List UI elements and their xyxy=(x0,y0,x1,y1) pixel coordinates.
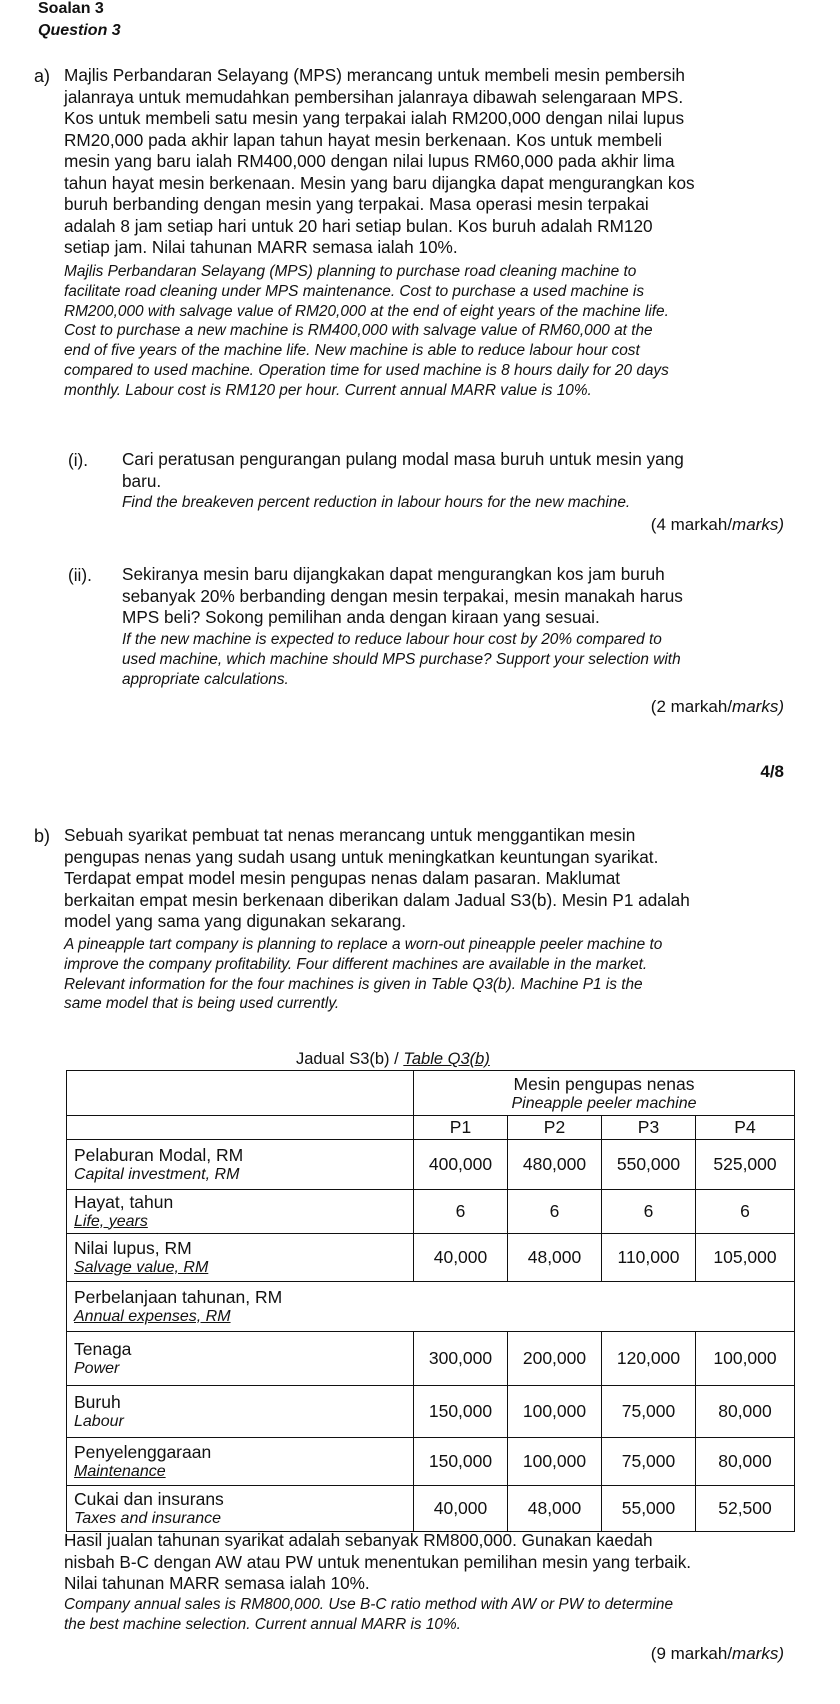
table-cell: 6 xyxy=(508,1190,602,1234)
table-cell: 80,000 xyxy=(696,1386,795,1438)
part-b-instruction-en: Company annual sales is RM800,000. Use B-C ratio method with AW or PW to determine the best machine selection. Current annual MARR is 10%. xyxy=(64,1596,674,1633)
part-a-label: a) xyxy=(34,66,51,86)
table-column-header-row xyxy=(67,1116,795,1140)
sub-ii-text-ms: Sekiranya mesin baru dijangkakan dapat mengurangkan kos jam buruh sebanyak 20% berbanding dengan mesin terpakai, mesin manakah harus MPS beli? Sokong pemilihan anda dengan kiraan yang sesuai. xyxy=(122,564,683,627)
question-title-ms: Soalan 3 xyxy=(38,0,104,17)
row-label: Penyelenggaraan Maintenance xyxy=(67,1438,414,1486)
table-title: Jadual S3(b) / Table Q3(b) xyxy=(296,1050,490,1068)
table-cell: 80,000 xyxy=(696,1438,795,1486)
row-label: Tenaga Power xyxy=(67,1332,414,1386)
table-cell: 48,000 xyxy=(508,1486,602,1532)
table-cell: 48,000 xyxy=(508,1234,602,1282)
table-cell: 550,000 xyxy=(602,1140,696,1190)
part-b-instruction-ms: Hasil jualan tahunan syarikat adalah sebanyak RM800,000. Gunakan kaedah nisbah B-C dengan AW atau PW untuk menentukan pemilihan mesin yang terbaik. Nilai tahunan MARR semasa ialah 10%. xyxy=(64,1530,692,1593)
table-cell: 400,000 xyxy=(414,1140,508,1190)
table-cell: 55,000 xyxy=(602,1486,696,1532)
table-cell: 6 xyxy=(696,1190,795,1234)
table-cell: 100,000 xyxy=(696,1332,795,1386)
table-cell: 105,000 xyxy=(696,1234,795,1282)
table-cell: 110,000 xyxy=(602,1234,696,1282)
machine-table xyxy=(66,1070,795,1532)
table-row xyxy=(67,1234,795,1282)
table-cell: 100,000 xyxy=(508,1438,602,1486)
sub-i-text-ms: Cari peratusan pengurangan pulang modal masa buruh untuk mesin yang baru. xyxy=(122,449,684,491)
table-section-row xyxy=(67,1282,795,1332)
table-row xyxy=(67,1386,795,1438)
table-cell: 200,000 xyxy=(508,1332,602,1386)
sub-ii-text-en: If the new machine is expected to reduce labour hour cost by 20% compared to used machine, which machine should MPS purchase? Support your selection with appropriate calculations. xyxy=(122,631,681,688)
row-label: Hayat, tahun Life, years xyxy=(67,1190,414,1234)
part-a-text-ms: Majlis Perbandaran Selayang (MPS) merancang untuk membeli mesin pembersih jalanraya untuk memudahkan pembersihan jalanraya dibawah selengaraan MPS. Kos untuk membeli satu mesin yang terpakai ialah RM200,000 dengan nilai lupus RM20,000 pada akhir lapan tahun hayat mesin berkenaan. Kos untuk membeli mesin yang baru ialah RM400,000 dengan nilai lupus RM60,000 pada akhir lima tahun hayat mesin berkenaan. Mesin yang baru dijangka dapat mengurangkan kos buruh berbanding dengan mesin yang terpakai. Masa operasi mesin terpakai adalah 8 jam setiap hari untuk 20 hari setiap bulan. Kos buruh adalah RM120 setiap jam. Nilai tahunan MARR semasa ialah 10%. xyxy=(64,65,695,257)
sub-ii-label: (ii). xyxy=(68,565,92,585)
table-cell: 40,000 xyxy=(414,1234,508,1282)
row-label: Perbelanjaan tahunan, RM Annual expenses, RM xyxy=(67,1282,795,1332)
part-a-text-en: Majlis Perbandaran Selayang (MPS) planning to purchase road cleaning machine to facilitate road cleaning under MPS maintenance. Cost to purchase a used machine is RM200,000 with salvage value of RM20,000 at the end of eight years of the machine life. Cost to purchase a new machine is RM400,000 with salvage value of RM60,000 at the end of five years of the machine life. New machine is able to reduce labour hour cost compared to used machine. Operation time for used machine is 8 hours daily for 20 days monthly. Labour cost is RM120 per hour. Current annual MARR value is 10%. xyxy=(64,263,669,399)
table-row xyxy=(67,1332,795,1386)
table-cell: 40,000 xyxy=(414,1486,508,1532)
table-cell: 480,000 xyxy=(508,1140,602,1190)
table-cell: 6 xyxy=(414,1190,508,1234)
column-header: P3 xyxy=(602,1116,696,1140)
part-b-text-en: A pineapple tart company is planning to replace a worn-out pineapple peeler machine to improve the company profitability. Four different machines are available in the market. Relevant information for the four machines is given in Table Q3(b). Machine P1 is the same model that is being used currently. xyxy=(64,936,663,1013)
table-cell: 52,500 xyxy=(696,1486,795,1532)
table-cell: 75,000 xyxy=(602,1438,696,1486)
page-number: 4/8 xyxy=(760,762,784,781)
table-cell: 120,000 xyxy=(602,1332,696,1386)
row-label: Cukai dan insurans Taxes and insurance xyxy=(67,1486,414,1532)
sub-i-label: (i). xyxy=(68,450,89,470)
table-cell: 75,000 xyxy=(602,1386,696,1438)
table-cell: 150,000 xyxy=(414,1386,508,1438)
column-header: P4 xyxy=(696,1116,795,1140)
part-b-text-ms: Sebuah syarikat pembuat tat nenas merancang untuk menggantikan mesin pengupas nenas yang sudah usang untuk meningkatkan keuntungan syarikat. Terdapat empat model mesin pengupas nenas dalam pasaran. Maklumat berkaitan empat mesin berkenaan diberikan dalam Jadual S3(b). Mesin P1 adalah model yang sama yang digunakan sekarang. xyxy=(64,825,690,931)
table-cell: 525,000 xyxy=(696,1140,795,1190)
table-cell: 150,000 xyxy=(414,1438,508,1486)
sub-i-marks: (4 markah/marks) xyxy=(650,515,784,534)
table-row xyxy=(67,1140,795,1190)
table-cell: 300,000 xyxy=(414,1332,508,1386)
column-header: P2 xyxy=(508,1116,602,1140)
row-label: Buruh Labour xyxy=(67,1386,414,1438)
part-b-marks: (9 markah/marks) xyxy=(650,1644,784,1663)
table-row xyxy=(67,1486,795,1532)
question-title-en: Question 3 xyxy=(38,22,121,39)
part-b-label: b) xyxy=(34,826,51,846)
table-row xyxy=(67,1438,795,1486)
sub-ii-marks: (2 markah/marks) xyxy=(650,697,784,716)
row-label: Nilai lupus, RM Salvage value, RM xyxy=(67,1234,414,1282)
table-group-header: Mesin pengupas nenas Pineapple peeler machine xyxy=(414,1071,795,1116)
table-row xyxy=(67,1190,795,1234)
sub-i-text-en: Find the breakeven percent reduction in labour hours for the new machine. xyxy=(122,494,631,511)
column-header: P1 xyxy=(414,1116,508,1140)
row-label: Pelaburan Modal, RM Capital investment, RM xyxy=(67,1140,414,1190)
table-cell: 100,000 xyxy=(508,1386,602,1438)
table-group-header-row xyxy=(67,1071,795,1116)
table-cell: 6 xyxy=(602,1190,696,1234)
table-corner-cell xyxy=(67,1071,414,1116)
